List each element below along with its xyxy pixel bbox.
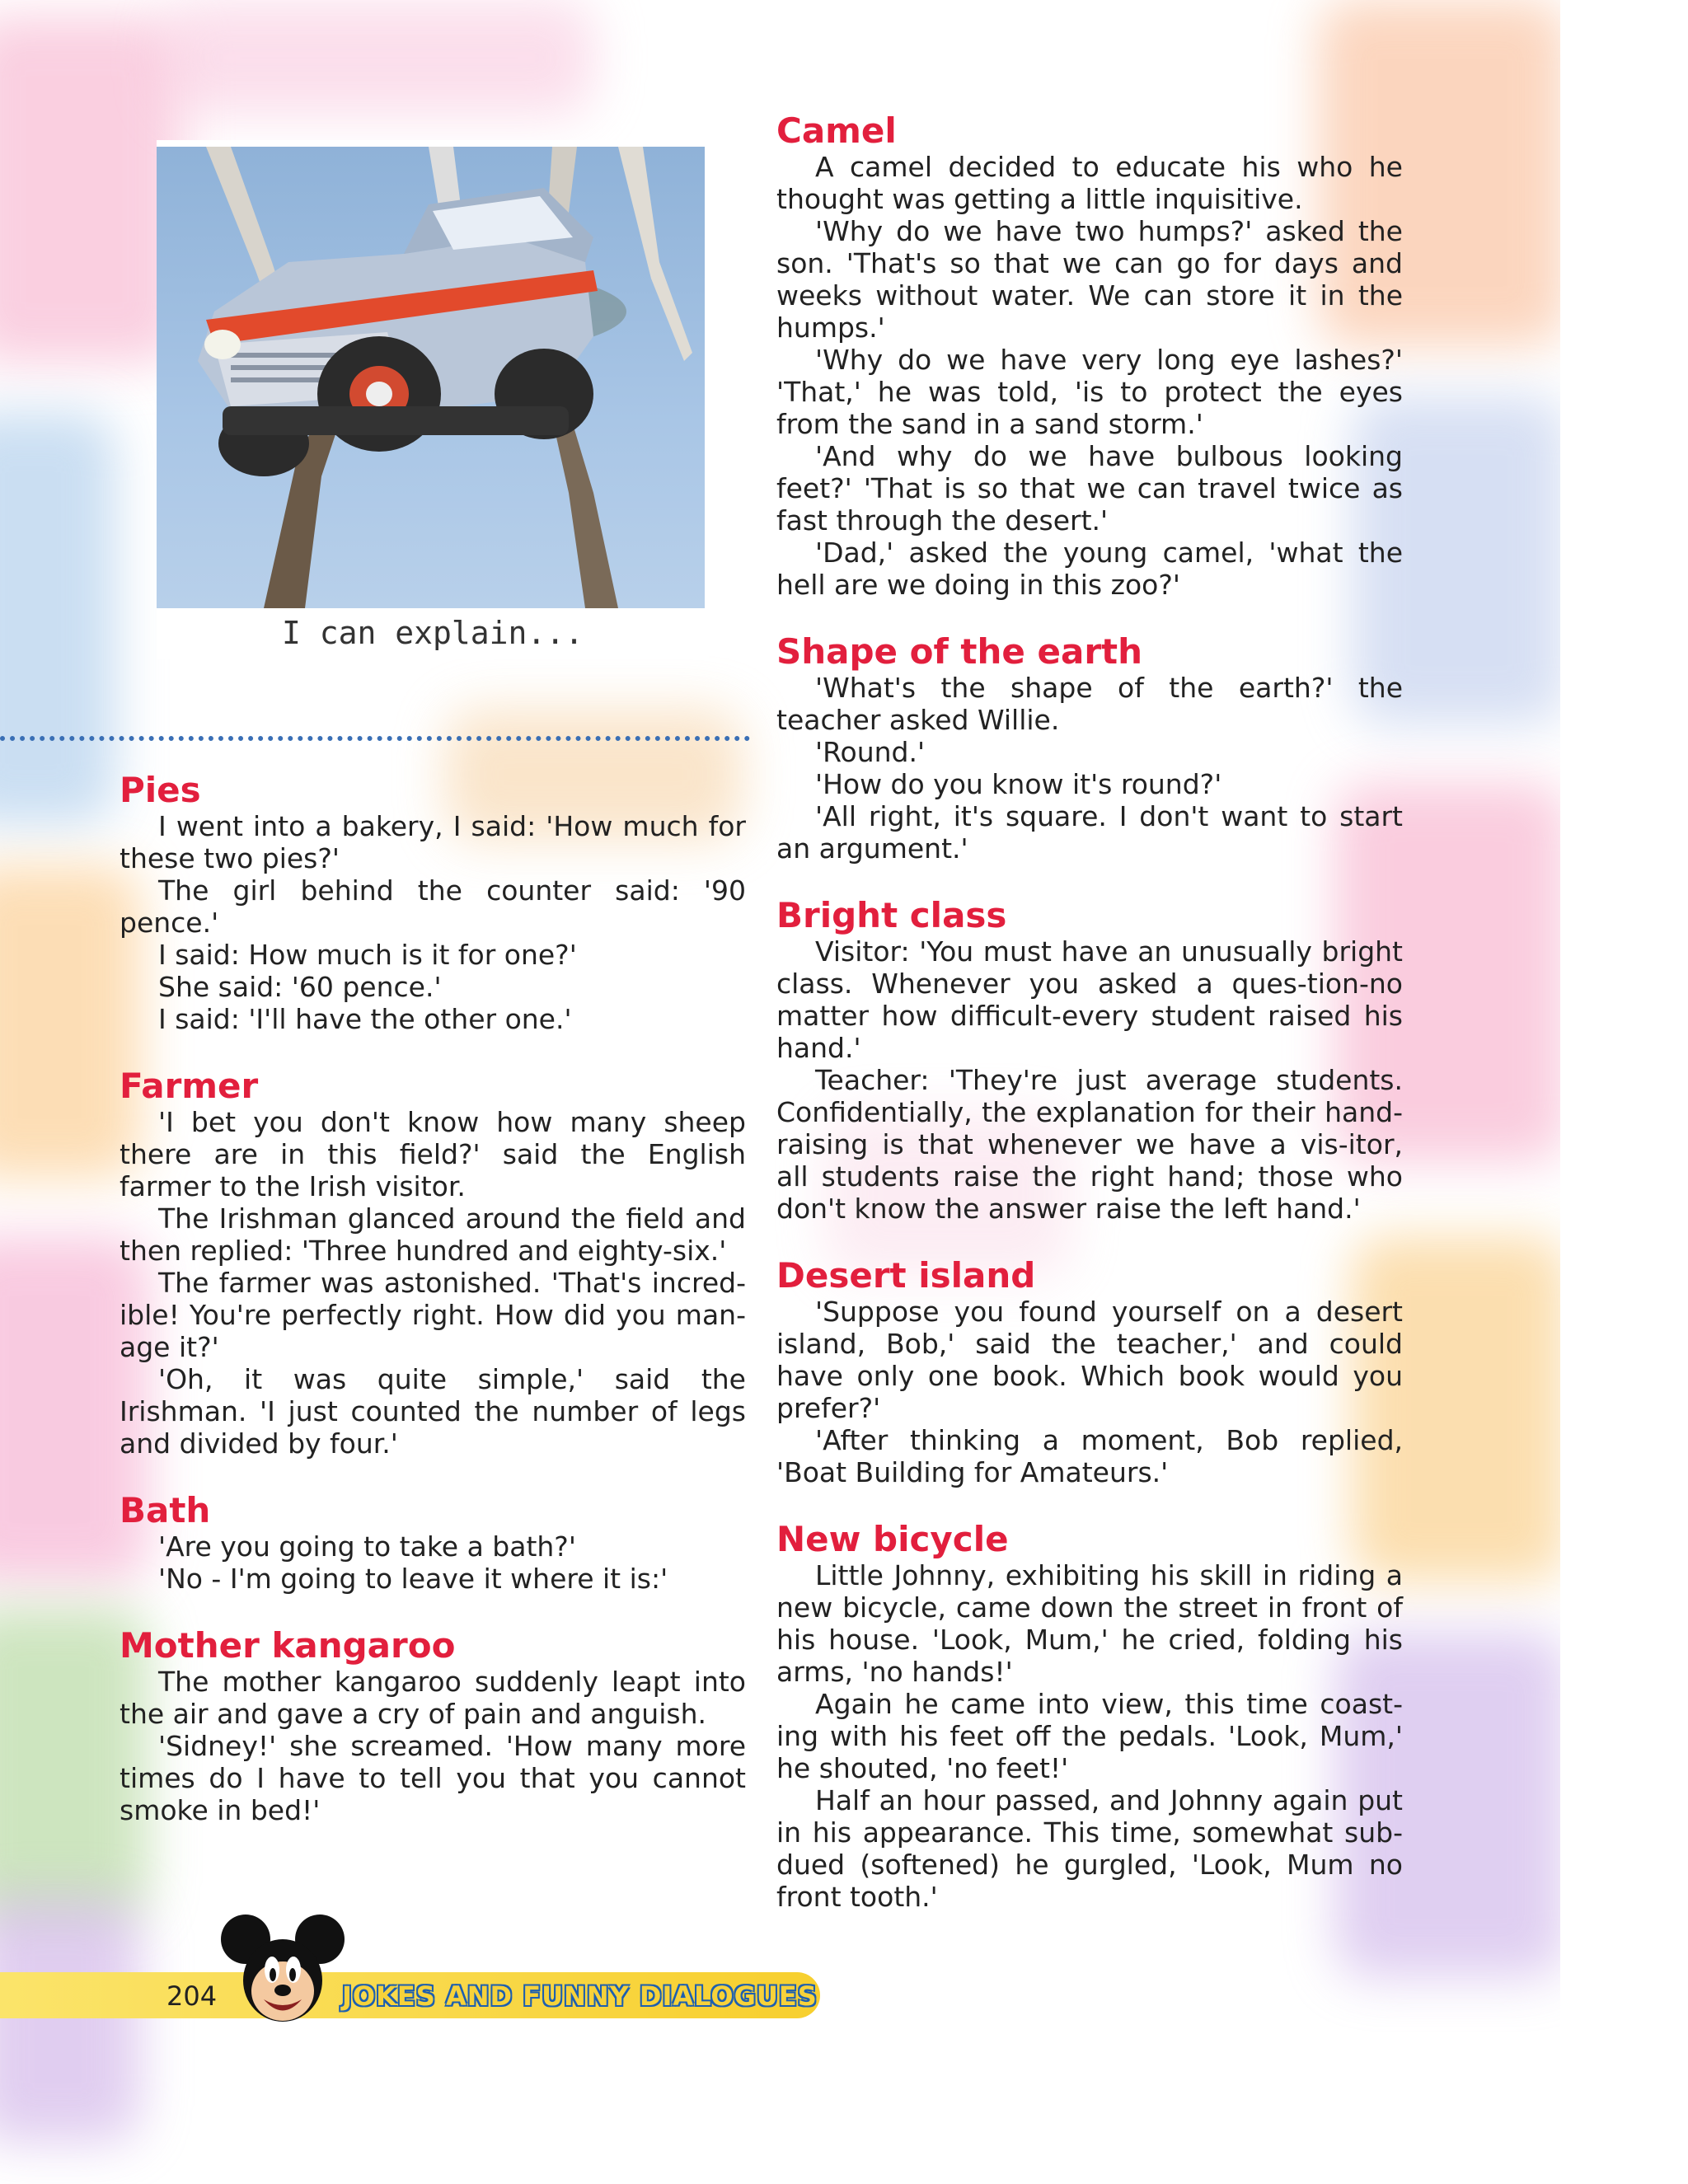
- joke-section: [776, 632, 1403, 865]
- joke-paragraph: 'Suppose you found yourself on a desert island, Bob,' said the teacher,' and could have only one book. Which book would you prefer?': [776, 1296, 1403, 1424]
- photo-caption: I can explain...: [281, 615, 584, 651]
- joke-title: Mother kangaroo: [120, 1625, 456, 1666]
- joke-title: Bright class: [776, 895, 1007, 935]
- joke-paragraph: Visitor: 'You must have an unusually bright class. Whenever you asked a ques-tion-no matter how difficult-every student raised his hand.': [776, 935, 1403, 1064]
- joke-paragraph: Teacher: 'They're just average students. Confidentially, the explanation for their hand-raising is that whenever we have a vis-itor, all students raise the right hand; those who don't know the answer raise the left hand.': [776, 1064, 1403, 1225]
- joke-section: [776, 1256, 1403, 1488]
- joke-title: Shape of the earth: [776, 631, 1143, 672]
- joke-paragraph: I went into a bakery, I said: 'How much for these two pies?': [120, 810, 746, 874]
- joke-section: [776, 896, 1403, 1225]
- joke-section: [120, 1491, 746, 1595]
- joke-paragraph: 'Round.': [815, 736, 926, 768]
- left-column: [120, 771, 746, 1858]
- joke-paragraph: The girl behind the counter said: '90 pence.': [120, 874, 746, 939]
- joke-paragraph: 'Are you going to take a bath?': [158, 1530, 576, 1563]
- joke-title: Camel: [776, 110, 897, 151]
- joke-paragraph: I said: 'I'll have the other one.': [158, 1003, 572, 1035]
- mouse-mascot-icon: [221, 1910, 345, 2026]
- joke-title: Bath: [120, 1490, 211, 1530]
- joke-title: Desert island: [776, 1255, 1036, 1296]
- joke-paragraph: 'How do you know it's round?': [815, 768, 1222, 800]
- page-margin: [1560, 0, 1688, 2184]
- joke-section: [120, 1066, 746, 1460]
- joke-paragraph: 'Oh, it was quite simple,' said the Irishman. 'I just counted the number of legs and divided by four.': [120, 1363, 746, 1460]
- joke-paragraph: She said: '60 pence.': [158, 971, 442, 1003]
- joke-section: [120, 1626, 746, 1826]
- joke-paragraph: The Irishman glanced around the field and then replied: 'Three hundred and eighty-six.': [120, 1202, 746, 1267]
- joke-section: [120, 771, 746, 1035]
- joke-paragraph: Little Johnny, exhibiting his skill in riding a new bicycle, came down the street in front of his house. 'Look, Mum,' he cried, folding his arms, 'no hands!': [776, 1559, 1403, 1688]
- joke-paragraph: 'What's the shape of the earth?' the teacher asked Willie.: [776, 672, 1403, 736]
- joke-paragraph: 'After thinking a moment, Bob replied, 'Boat Building for Amateurs.': [776, 1424, 1403, 1488]
- joke-paragraph: The farmer was astonished. 'That's incred-ible! You're perfectly right. How did you man-age it?': [120, 1267, 746, 1363]
- dotted-divider: [0, 736, 750, 741]
- joke-paragraph: 'Dad,' asked the young camel, 'what the hell are we doing in this zoo?': [776, 537, 1403, 601]
- joke-paragraph: 'I bet you don't know how many sheep there are in this field?' said the English farmer to the Irish visitor.: [120, 1106, 746, 1202]
- joke-paragraph: Half an hour passed, and Johnny again put in his appearance. This time, somewhat sub-dued (softened) he gurgled, 'Look, Mum no front tooth.': [776, 1784, 1403, 1913]
- joke-paragraph: 'No - I'm going to leave it where it is:': [158, 1563, 668, 1595]
- right-column: [776, 111, 1403, 1944]
- joke-paragraph: 'And why do we have bulbous looking feet?' 'That is so that we can travel twice as fast through the desert.': [776, 440, 1403, 537]
- joke-paragraph: 'Sidney!' she screamed. 'How many more times do I have to tell you that you cannot smoke in bed!': [120, 1730, 746, 1826]
- joke-paragraph: Again he came into view, this time coast-ing with his feet off the pedals. 'Look, Mum,' he shouted, 'no feet!': [776, 1688, 1403, 1784]
- joke-section: [776, 111, 1403, 601]
- joke-paragraph: A camel decided to educate his who he thought was getting a little inquisitive.: [776, 151, 1403, 215]
- page-number: 204: [166, 1980, 218, 2012]
- photo-frame: [157, 140, 709, 659]
- truck-in-tree-photo: [157, 147, 705, 608]
- footer-title: JOKES AND FUNNY DIALOGUES: [342, 1980, 818, 2012]
- joke-paragraph: 'Why do we have two humps?' asked the son. 'That's so that we can go for days and weeks without water. We can store it in the humps.': [776, 215, 1403, 344]
- joke-paragraph: 'Why do we have very long eye lashes?' 'That,' he was told, 'is to protect the eyes from the sand in a sand storm.': [776, 344, 1403, 440]
- joke-paragraph: 'All right, it's square. I don't want to start an argument.': [776, 800, 1403, 865]
- joke-section: [776, 1520, 1403, 1913]
- joke-title: New bicycle: [776, 1519, 1009, 1559]
- joke-paragraph: The mother kangaroo suddenly leapt into the air and gave a cry of pain and anguish.: [120, 1666, 746, 1730]
- joke-paragraph: I said: How much is it for one?': [158, 939, 577, 971]
- joke-title: Farmer: [120, 1066, 259, 1106]
- joke-title: Pies: [120, 770, 201, 810]
